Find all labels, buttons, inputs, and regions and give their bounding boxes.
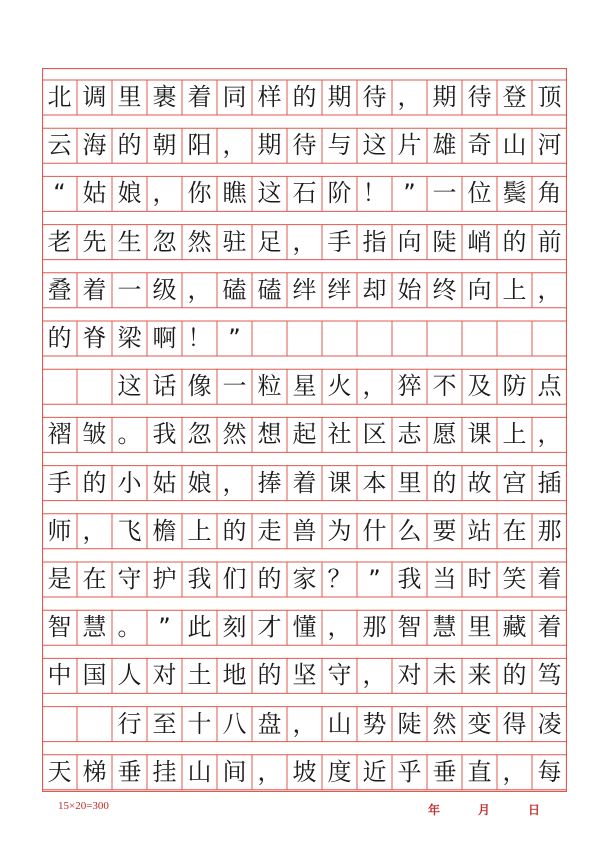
handwritten-text: 北 调 里 裹 着 同 样 的 期 待 ， 期 待 登 顶 云 海 的 朝 阳 ， 期 待 与 这 片 雄 奇 山 河 “ 姑 娘 ， 你 瞧 这 石 阶 ！ ” 一 位 鬓 角 老 先 生 忽 然 驻 足 ， 手 指 向 陡 峭 的 前 叠 着 一 级 ， 磕 磕 绊 绊 却 始 终 向 上 ， 的 脊 梁 啊 ！ ” 这 话 像 一 粒 星 火 ， 猝 不 及 防 点 褶 皱 。 我 忽 然 想 起 社 区 志 愿 课 上 ， 手 的 小 姑 娘 ， 捧 着 课 本 里 的 故 宫 插 师 ， 飞 檐 上 的 走 兽 为 什 么 要 站 在 那 是 在 守 护 我 们 的 家 ？ ” 我 当 时 笑 着 智 慧 。 ” 此 刻 才 懂 ， 那 智 慧 里 藏 着 中 国 人 对 土 地 的 坚 守 ， 对 未 来 的 笃 行 至 十 八 盘 ， 山 势 陡 然 变 得 凌 天 梯 垂 挂 山 间 ， 坡 度 近 乎 垂 直 ， 每 — [42, 68, 567, 792]
grid-spec-label: 15×20=300 — [58, 800, 109, 812]
year-label: 年 — [428, 803, 441, 817]
month-label: 月 — [478, 803, 491, 817]
day-label: 日 — [528, 803, 541, 817]
composition-sheet — [42, 68, 567, 792]
